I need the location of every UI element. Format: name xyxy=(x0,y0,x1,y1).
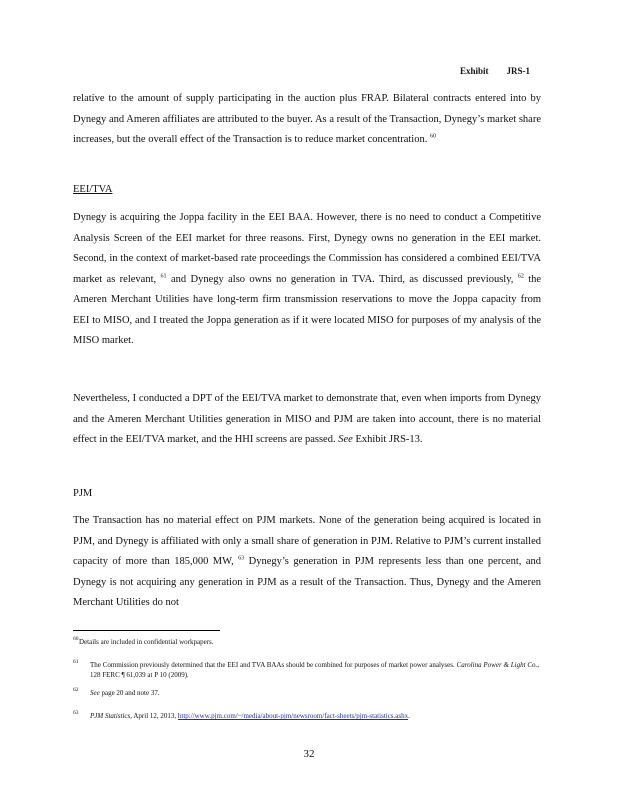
paragraph-eei-1 xyxy=(73,208,541,352)
paragraph-text: Nevertheless, I conducted a DPT of the EEI/TVA market to demonstrate that, even when imports from Dynegy and the Ameren Merchant Utilities generation in MISO and PJM are taken into account, there is no material effect in the EEI/TVA market, and the HHI screens are passed. xyxy=(73,393,541,445)
paragraph-text: Dynegy’s generation in PJM represents less than one percent, and Dynegy is not acquiring any generation in PJM as a result of the Transaction. Thus, Dynegy and the Ameren Merchant Utilities do not xyxy=(73,556,541,608)
footnote-61 xyxy=(73,660,539,680)
paragraph-intro xyxy=(73,89,541,151)
footnote-text: , 128 FERC ¶ 61,039 at P 10 (2009). xyxy=(90,661,540,679)
footnote-body xyxy=(73,711,539,721)
paragraph-pjm-1 xyxy=(73,511,541,614)
footnote-number: 62 xyxy=(73,687,79,693)
footnote-ref-62[interactable]: 62 xyxy=(517,273,524,279)
footnote-body xyxy=(73,660,539,680)
footnote-text: Details are included in confidential workpapers. xyxy=(79,638,214,646)
footnote-number: 63 xyxy=(73,710,79,716)
footnote-ref-60[interactable]: 60 xyxy=(429,133,436,140)
footnote-body xyxy=(73,688,539,698)
paragraph-text: Dynegy is acquiring the Joppa facility in the EEI BAA. However, there is no need to conduct a Competitive Analysis Screen of the EEI market for three reasons. First, Dynegy owns no generation in the EEI market. Second, in the context of market-based rate proceedings the Commission has considered a combined EEI/TVA market as relevant, xyxy=(73,212,541,285)
paragraph-text: and Dynegy also owns no generation in TVA. Third, as discussed previously, xyxy=(170,273,514,285)
exhibit-id: JRS-1 xyxy=(506,66,530,76)
footnote-ref-61[interactable]: 61 xyxy=(160,273,167,279)
footnote-62 xyxy=(73,688,539,698)
paragraph-text: the Ameren Merchant Utilities have long-term firm transmission reservations to move the Joppa capacity from EEI to MISO, and I treated the Joppa generation as if it were located MISO for purposes of my analysis of the MISO market. xyxy=(73,273,542,346)
footnote-ref-63[interactable]: 63 xyxy=(238,555,245,562)
source-link[interactable]: http://www.pjm.com/~/media/about-pjm/newsroom/fact-sheets/pjm-statistics.ashx xyxy=(177,712,409,720)
footnote-text: . xyxy=(408,712,410,720)
see-signal: See xyxy=(338,434,353,445)
footnote-text: page 20 and note 37. xyxy=(101,689,160,697)
case-citation: Carolina Power & Light Co. xyxy=(456,661,538,669)
footnote-number: 61 xyxy=(73,659,79,665)
exhibit-header xyxy=(460,66,530,76)
footnote-text: The Commission previously determined that the EEI and TVA BAAs should be combined for purposes of market power analyses. xyxy=(90,661,455,669)
paragraph-text: The Transaction has no material effect on PJM markets. None of the generation being acquired is located in PJM, and Dynegy is affiliated with only a small share of generation in PJM. Relative to PJM’s current installed capacity of more than 185,000 MW, xyxy=(73,515,541,567)
footnote-60 xyxy=(73,637,539,647)
paragraph-text: relative to the amount of supply participating in the auction plus FRAP. Bilateral contracts entered into by Dynegy and Ameren affiliates are attributed to the buyer. As a result of the Transaction, Dynegy’s market share increases, but the overall effect of the Transaction is to reduce market concentration. xyxy=(73,93,541,145)
source-title: PJM Statistics xyxy=(90,712,131,720)
page-number: 32 xyxy=(303,748,315,760)
footnote-63 xyxy=(73,711,539,721)
see-signal: See xyxy=(90,689,100,697)
footnote-text: , April 12, 2013, xyxy=(130,712,177,720)
section-heading-eei-tva: EEI/TVA xyxy=(73,184,113,195)
exhibit-reference: Exhibit JRS-13. xyxy=(355,434,423,445)
paragraph-eei-2 xyxy=(73,389,541,451)
exhibit-label: Exhibit xyxy=(459,66,489,76)
section-heading-pjm: PJM xyxy=(73,488,93,499)
footnote-separator xyxy=(73,630,220,631)
footnote-number: 60 xyxy=(73,636,79,642)
